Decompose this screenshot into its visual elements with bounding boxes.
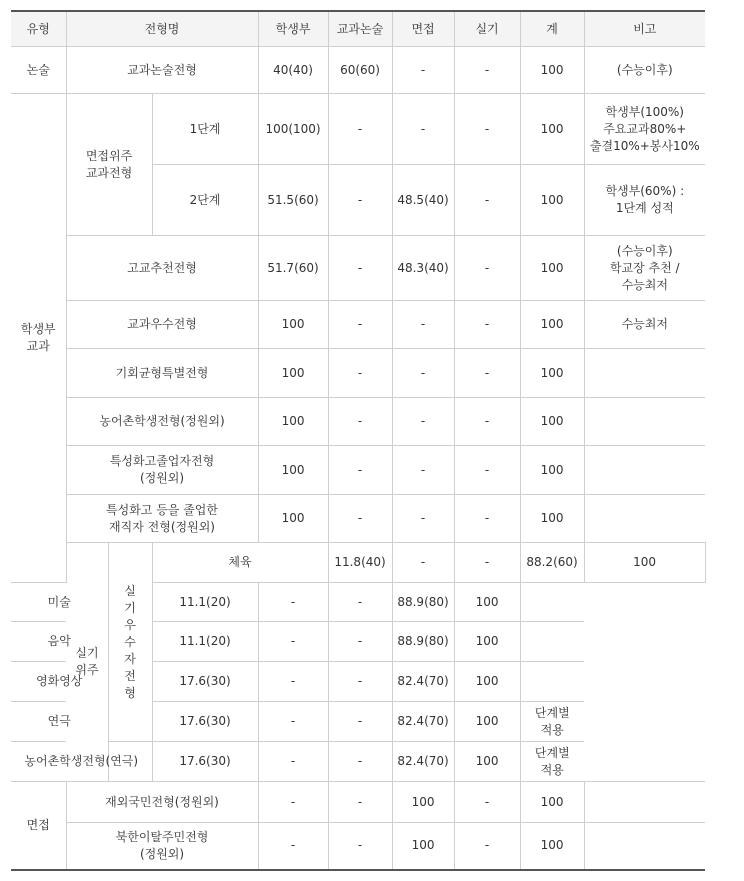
hak-cell: 100(100) <box>258 94 328 165</box>
note-cell: (수능이후) <box>584 47 705 94</box>
sil-cell: 88.9(80) <box>392 583 454 622</box>
hak-cell: 100 <box>258 398 328 446</box>
hak-cell: - <box>258 823 328 870</box>
name-cell: 특성화고 등을 졸업한 재직자 전형(정원외) <box>66 495 258 543</box>
myeon-cell: 48.3(40) <box>392 236 454 301</box>
hak-cell: 17.6(30) <box>152 702 258 742</box>
sil-cell: - <box>454 349 520 398</box>
gyo-cell: - <box>258 742 328 782</box>
gyo-cell: - <box>328 782 392 823</box>
sil-cell: - <box>454 94 520 165</box>
myeon-cell: - <box>328 742 392 782</box>
gyo-cell: 60(60) <box>328 47 392 94</box>
type-cell: 학생부 교과 <box>11 94 66 583</box>
type-cell: 실기 위주 <box>66 543 108 782</box>
table-row <box>11 301 705 349</box>
total-cell: 100 <box>520 301 584 349</box>
total-cell: 100 <box>520 236 584 301</box>
total-cell: 100 <box>520 398 584 446</box>
group-label: 실기우수자전형 <box>124 583 136 700</box>
gyo-cell: - <box>328 823 392 870</box>
gyo-cell: - <box>258 702 328 742</box>
type-cell: 논술 <box>11 47 66 94</box>
hak-cell: 100 <box>258 495 328 543</box>
gyo-cell: - <box>328 398 392 446</box>
gyo-cell: - <box>328 495 392 543</box>
gyo-cell: - <box>258 662 328 702</box>
name-cell: 영화영상 <box>11 662 108 702</box>
sil-cell: - <box>454 47 520 94</box>
sil-cell: - <box>454 782 520 823</box>
note-cell <box>520 662 584 702</box>
gyo-cell: - <box>328 236 392 301</box>
header-row <box>11 11 705 47</box>
table-row <box>11 495 705 543</box>
total-cell: 100 <box>454 583 520 622</box>
note-cell <box>584 495 705 543</box>
hak-cell: 100 <box>258 349 328 398</box>
stage-cell: 1단계 <box>152 94 258 165</box>
header-note: 비고 <box>584 11 705 47</box>
hak-cell: 11.8(40) <box>328 543 392 583</box>
name-cell: 연극 <box>11 702 108 742</box>
myeon-cell: - <box>328 702 392 742</box>
hak-cell: 11.1(20) <box>152 583 258 622</box>
header-total: 계 <box>520 11 584 47</box>
note-cell <box>584 398 705 446</box>
note-cell <box>520 583 584 622</box>
hak-cell: 51.5(60) <box>258 165 328 236</box>
hak-cell: 17.6(30) <box>152 662 258 702</box>
table-row <box>11 823 705 870</box>
table-row <box>11 742 705 782</box>
total-cell: 100 <box>520 47 584 94</box>
total-cell: 100 <box>454 742 520 782</box>
note-cell: 학생부(100%) 주요교과80%+ 출결10%+봉사10% <box>584 94 705 165</box>
sil-cell: - <box>454 398 520 446</box>
sil-cell: 82.4(70) <box>392 702 454 742</box>
sil-cell: - <box>454 165 520 236</box>
sil-cell: - <box>454 301 520 349</box>
table-row <box>11 398 705 446</box>
note-cell <box>584 782 705 823</box>
myeon-cell: - <box>392 47 454 94</box>
total-cell: 100 <box>520 446 584 495</box>
hak-cell: 17.6(30) <box>152 742 258 782</box>
note-cell: (수능이후) 학교장 추천 / 수능최저 <box>584 236 705 301</box>
sil-cell: - <box>454 446 520 495</box>
myeon-cell: - <box>392 495 454 543</box>
name-cell: 고교추천전형 <box>66 236 258 301</box>
table-row <box>11 446 705 495</box>
sil-cell: 82.4(70) <box>392 662 454 702</box>
header-sil: 실기 <box>454 11 520 47</box>
myeon-cell: - <box>392 398 454 446</box>
type-cell: 면접 <box>11 782 66 870</box>
name-cell: 북한이탈주민전형 (정원외) <box>66 823 258 870</box>
total-cell: 100 <box>520 94 584 165</box>
total-cell: 100 <box>520 349 584 398</box>
table-row <box>11 349 705 398</box>
gyo-cell: - <box>328 349 392 398</box>
myeon-cell: 100 <box>392 823 454 870</box>
header-myeon: 면접 <box>392 11 454 47</box>
table-row <box>11 236 705 301</box>
table-row <box>11 782 705 823</box>
name-cell: 음악 <box>11 622 108 662</box>
total-cell: 100 <box>520 495 584 543</box>
note-cell <box>584 349 705 398</box>
name-cell: 특성화고졸업자전형 (정원외) <box>66 446 258 495</box>
gyo-cell: - <box>258 622 328 662</box>
gyo-cell: - <box>328 165 392 236</box>
header-name: 전형명 <box>66 11 258 47</box>
hak-cell: 11.1(20) <box>152 622 258 662</box>
gyo-cell: - <box>328 94 392 165</box>
note-cell: 학생부(60%) : 1단계 성적 <box>584 165 705 236</box>
header-hak: 학생부 <box>258 11 328 47</box>
note-cell: 수능최저 <box>584 301 705 349</box>
total-cell: 100 <box>520 782 584 823</box>
hak-cell: 51.7(60) <box>258 236 328 301</box>
hak-cell: 100 <box>258 301 328 349</box>
gyo-cell: - <box>328 301 392 349</box>
name-cell: 체육 <box>152 543 328 583</box>
note-cell: 단계별 적용 <box>520 742 584 782</box>
sil-cell: 88.9(80) <box>392 622 454 662</box>
myeon-cell: - <box>328 583 392 622</box>
name-cell: 농어촌학생전형(정원외) <box>66 398 258 446</box>
name-cell: 미술 <box>11 583 108 622</box>
total-cell: 100 <box>454 702 520 742</box>
myeon-cell: - <box>454 543 520 583</box>
total-cell: 100 <box>454 662 520 702</box>
group-cell <box>108 543 152 742</box>
name-cell: 농어촌학생전형(연극) <box>11 742 152 782</box>
myeon-cell: 100 <box>392 782 454 823</box>
total-cell: 100 <box>454 622 520 662</box>
name-cell: 기회균형특별전형 <box>66 349 258 398</box>
myeon-cell: - <box>392 349 454 398</box>
hak-cell: 100 <box>258 446 328 495</box>
group-cell: 면접위주 교과전형 <box>66 94 152 236</box>
gyo-cell: - <box>258 583 328 622</box>
admission-table <box>11 10 705 871</box>
total-cell: 100 <box>520 823 584 870</box>
myeon-cell: - <box>392 94 454 165</box>
myeon-cell: 48.5(40) <box>392 165 454 236</box>
total-cell: 100 <box>520 165 584 236</box>
sil-cell: - <box>454 236 520 301</box>
gyo-cell: - <box>392 543 454 583</box>
name-cell: 교과논술전형 <box>66 47 258 94</box>
myeon-cell: - <box>328 662 392 702</box>
myeon-cell: - <box>392 446 454 495</box>
note-cell: 단계별 적용 <box>520 702 584 742</box>
table-row <box>11 543 705 583</box>
myeon-cell: - <box>328 622 392 662</box>
stage-cell: 2단계 <box>152 165 258 236</box>
note-cell <box>584 446 705 495</box>
gyo-cell: - <box>328 446 392 495</box>
header-type: 유형 <box>11 11 66 47</box>
hak-cell: 40(40) <box>258 47 328 94</box>
sil-cell: - <box>454 495 520 543</box>
hak-cell: - <box>258 782 328 823</box>
total-cell: 100 <box>584 543 705 583</box>
sil-cell: 82.4(70) <box>392 742 454 782</box>
table-row <box>11 94 705 165</box>
header-gyo: 교과논술 <box>328 11 392 47</box>
table-row <box>11 47 705 94</box>
name-cell: 재외국민전형(정원외) <box>66 782 258 823</box>
note-cell <box>520 622 584 662</box>
name-cell: 교과우수전형 <box>66 301 258 349</box>
sil-cell: 88.2(60) <box>520 543 584 583</box>
sil-cell: - <box>454 823 520 870</box>
myeon-cell: - <box>392 301 454 349</box>
note-cell <box>584 823 705 870</box>
